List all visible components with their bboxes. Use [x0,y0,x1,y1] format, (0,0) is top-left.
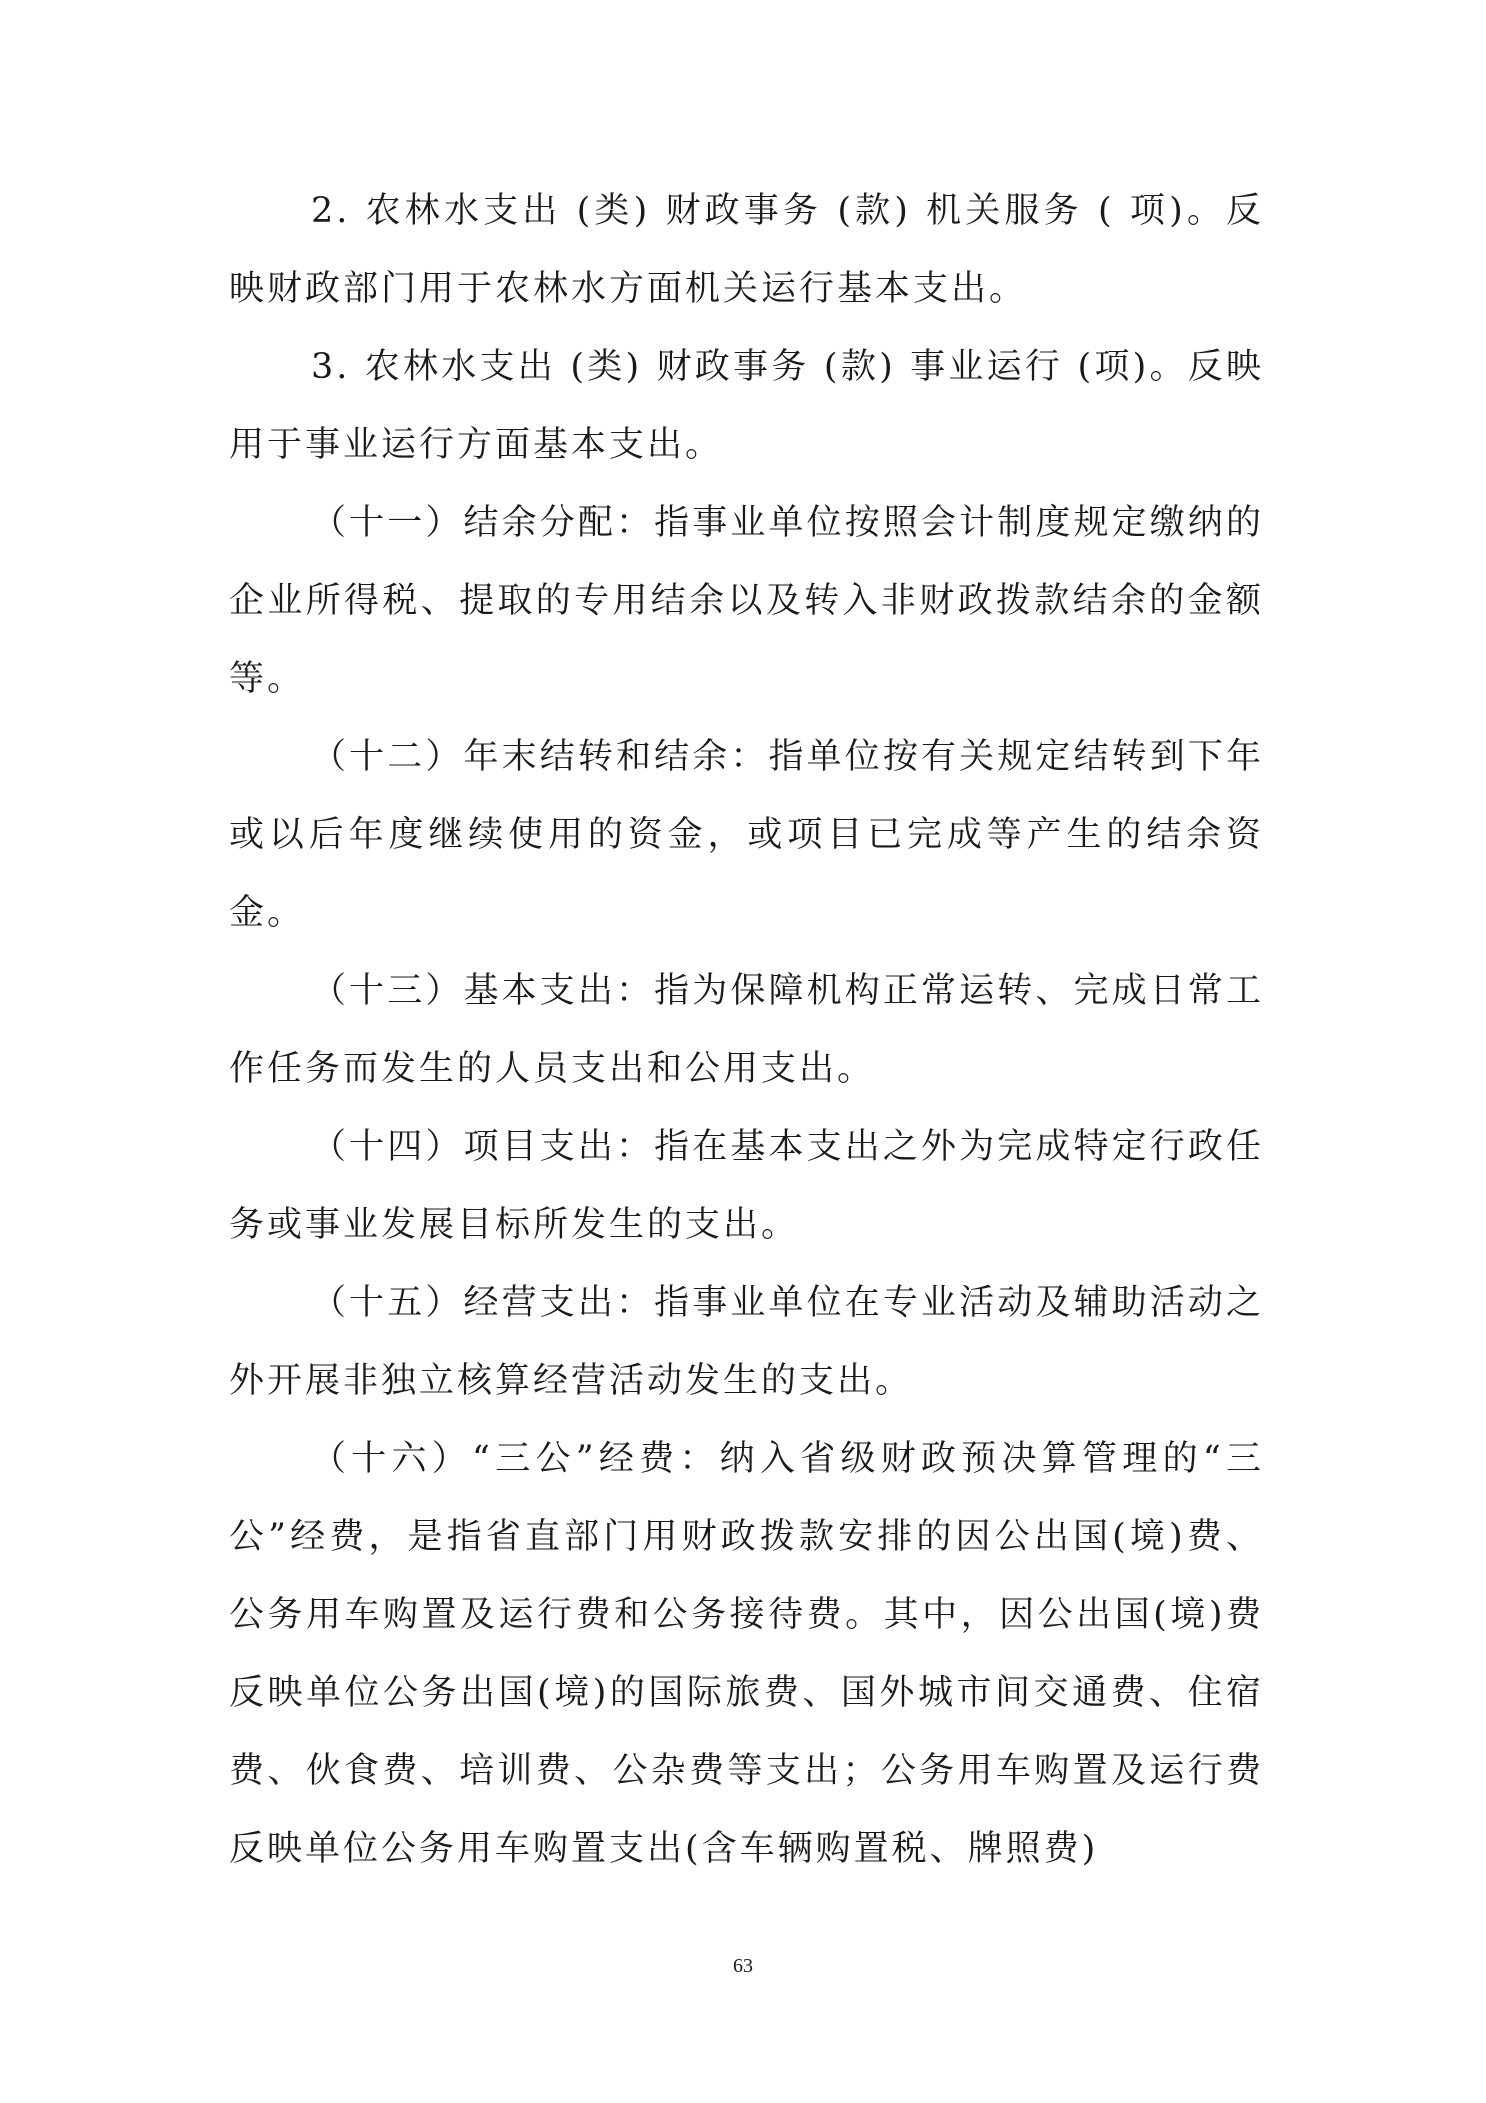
paragraph-section-14: （十四）项目支出：指在基本支出之外为完成特定行政任务或事业发展目标所发生的支出。 [229,1127,1264,1245]
paragraph-section-13: （十三）基本支出：指为保障机构正常运转、完成日常工作任务而发生的人员支出和公用支出。 [229,971,1264,1089]
paragraph-section-15: （十五）经营支出：指事业单位在专业活动及辅助活动之外开展非独立核算经营活动发生的支出。 [229,1283,1264,1401]
paragraph-item-2: 2. 农林水支出 (类) 财政事务 (款) 机关服务 ( 项)。反映财政部门用于农林水方面机关运行基本支出。 [229,191,1264,309]
page-number: 63 [733,1955,753,1977]
paragraph-section-12: （十二）年末结转和结余：指单位按有关规定结转到下年或以后年度继续使用的资金，或项目已完成等产生的结余资金。 [229,737,1264,933]
document-body [229,172,1264,1888]
paragraph-item-3: 3. 农林水支出 (类) 财政事务 (款) 事业运行 (项)。反映用于事业运行方面基本支出。 [229,347,1264,465]
paragraph-section-11: （十一）结余分配：指事业单位按照会计制度规定缴纳的企业所得税、提取的专用结余以及转入非财政拨款结余的金额等。 [229,503,1264,699]
paragraph-section-16: （十六）“三公”经费：纳入省级财政预决算管理的“三公”经费，是指省直部门用财政拨款安排的因公出国(境)费、公务用车购置及运行费和公务接待费。其中，因公出国(境)费反映单位公务出国(境)的国际旅费、国外城市间交通费、住宿费、伙食费、培训费、公杂费等支出；公务用车购置及运行费反映单位公务用车购置支出(含车辆购置税、牌照费) [229,1439,1264,1869]
